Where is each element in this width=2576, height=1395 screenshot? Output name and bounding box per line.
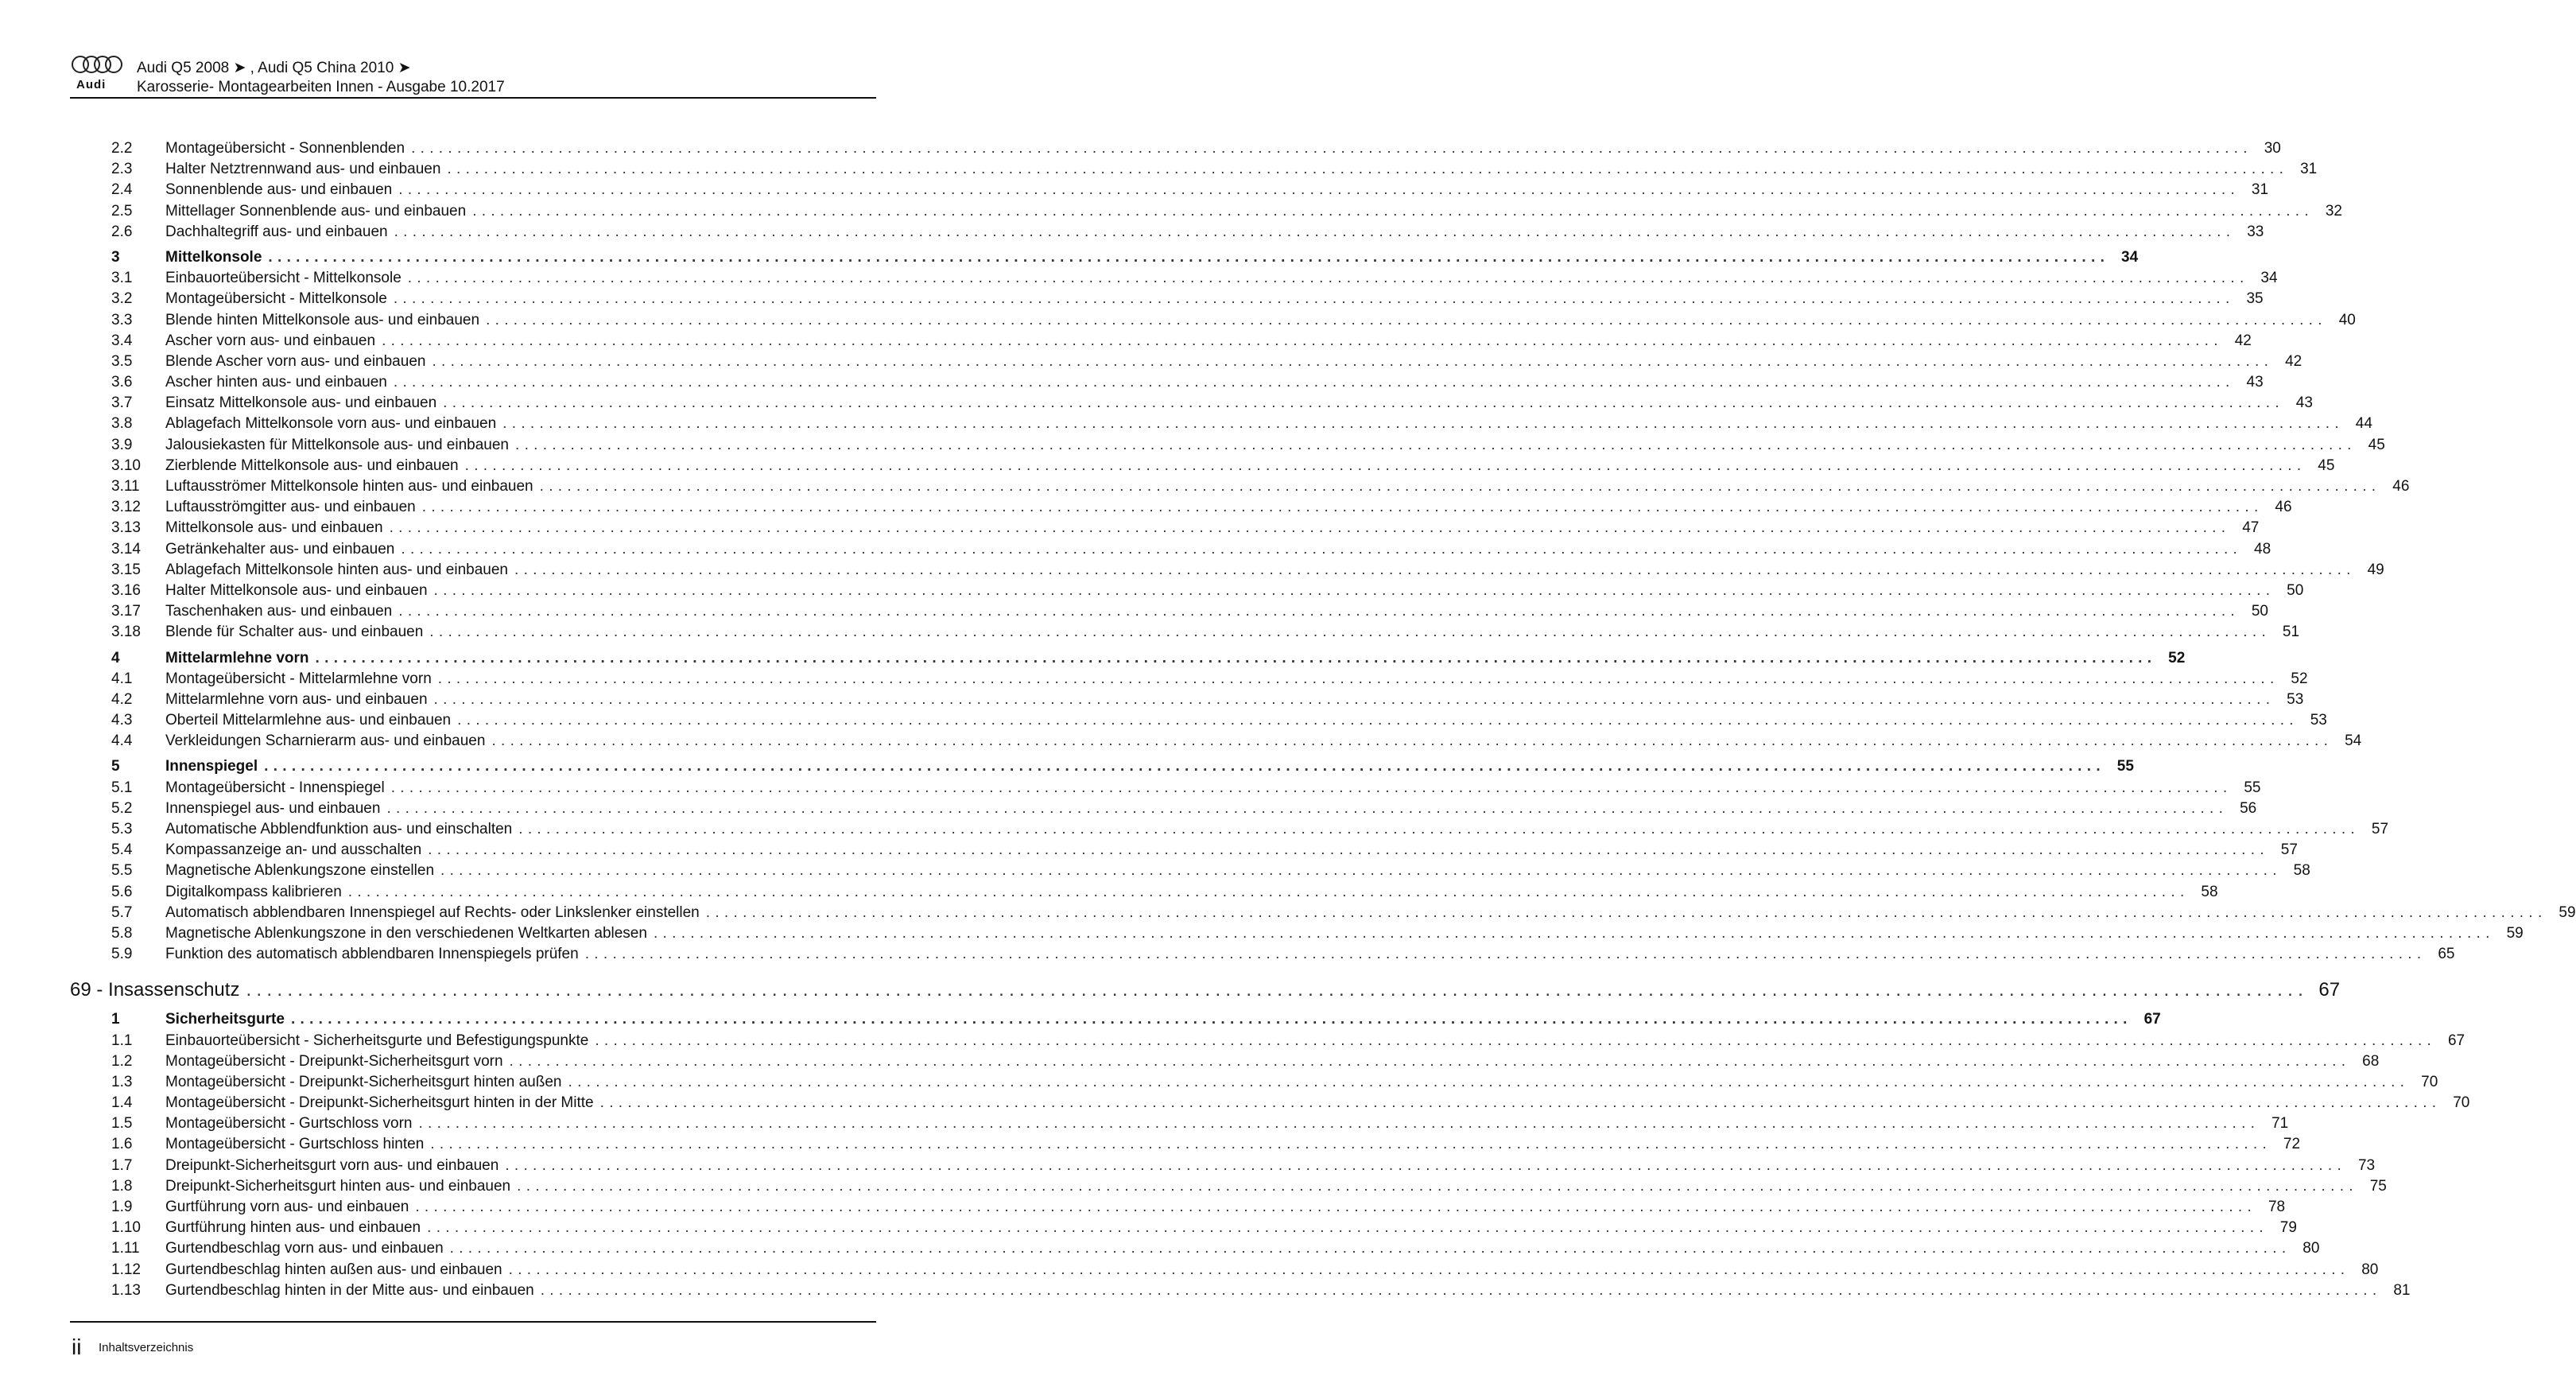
entry-page: 73	[2357, 1156, 2376, 1174]
entry-number: 1.4	[111, 1094, 133, 1112]
dot-leader: ........................................................................................................................................................................................................	[440, 862, 2282, 880]
entry-page: 31	[2251, 181, 2269, 199]
entry-number: 3.5	[111, 352, 133, 370]
entry-number: 3.4	[111, 332, 133, 349]
entry-title: Ablagefach Mittelkonsole vorn aus- und einbauen	[165, 415, 497, 433]
dot-leader: ........................................................................................................................................................................................................	[418, 1115, 2260, 1133]
entry-page: 32	[2325, 202, 2342, 220]
dot-leader: ........................................................................................................................................................................................................	[433, 690, 2275, 708]
entry-page: 79	[2279, 1219, 2297, 1237]
dot-leader: ........................................................................................................................................................................................................	[246, 979, 2309, 1001]
entry-title: Blende hinten Mittelkonsole aus- und einbauen	[165, 311, 480, 328]
entry-title: Gurtführung vorn aus- und einbauen	[165, 1199, 409, 1215]
dot-leader: ........................................................................................................................................................................................................	[421, 499, 2264, 516]
dot-leader: ........................................................................................................................................................................................................	[449, 1240, 2291, 1257]
entry-page: 58	[2201, 883, 2218, 900]
dot-leader: ........................................................................................................................................................................................................	[515, 436, 2357, 453]
entry-number: 3.11	[111, 478, 140, 495]
audi-rings-icon	[72, 56, 127, 73]
entry-page: 31	[2300, 161, 2318, 178]
entry-number: 3.14	[111, 540, 141, 558]
toc-entry[interactable]	[111, 332, 2252, 353]
entry-page: 34	[2121, 248, 2139, 266]
entry-page: 55	[2244, 779, 2261, 796]
entry-number: 3.16	[111, 581, 141, 599]
entry-title: Luftausströmgitter aus- und einbauen	[165, 499, 416, 516]
table-of-contents	[70, 140, 2576, 1303]
toc-entry[interactable]	[111, 1261, 2379, 1282]
entry-page: 67	[2447, 1032, 2465, 1049]
entry-page: 45	[2368, 436, 2385, 453]
toc-entry[interactable]	[111, 1219, 2297, 1240]
entry-page: 35	[2246, 290, 2264, 308]
entry-page: 40	[2338, 311, 2356, 328]
entry-number: 1.11	[111, 1240, 140, 1257]
entry-page: 48	[2254, 540, 2271, 558]
toc-entry[interactable]	[111, 374, 2264, 394]
toc-entry[interactable]	[111, 624, 2300, 644]
entry-page: 42	[2234, 332, 2252, 349]
entry-number: 2.5	[111, 202, 133, 220]
entry-page: 80	[2361, 1261, 2379, 1278]
toc-chapter[interactable]	[70, 979, 2341, 1006]
entry-page: 52	[2291, 670, 2308, 687]
toc-entry[interactable]	[111, 457, 2335, 478]
entry-number: 1.10	[111, 1219, 141, 1237]
entry-number: 3	[111, 248, 120, 266]
entry-title: Dreipunkt-Sicherheitsgurt vorn aus- und einbauen	[165, 1156, 499, 1174]
entry-page: 68	[2362, 1052, 2380, 1070]
entry-number: 2.3	[111, 161, 133, 178]
entry-number: 3.2	[111, 290, 133, 308]
toc-entry[interactable]	[111, 924, 2524, 946]
entry-title: Zierblende Mittelkonsole aus- und einbauen	[165, 457, 459, 474]
entry-title: Einsatz Mittelkonsole aus- und einbauen	[165, 394, 437, 412]
dot-leader: ........................................................................................................................................................................................................	[386, 799, 2229, 817]
entry-number: 1.7	[111, 1156, 133, 1174]
entry-title: Halter Mittelkonsole aus- und einbauen	[165, 581, 428, 599]
entry-title: Montageübersicht - Dreipunkt-Sicherheitsgurt hinten außen	[165, 1073, 562, 1090]
toc-entry[interactable]	[111, 140, 2281, 161]
toc-entry[interactable]	[111, 841, 2298, 862]
entry-title: Jalousiekasten für Mittelkonsole aus- und einbauen	[165, 436, 509, 453]
entry-page: 33	[2247, 223, 2264, 240]
entry-page: 53	[2310, 712, 2327, 729]
entry-number: 1.3	[111, 1073, 133, 1090]
toc-entry[interactable]	[111, 670, 2308, 691]
entry-title: Automatische Abblendfunktion aus- und einschalten	[165, 821, 513, 837]
dot-leader: ........................................................................................................................................................................................................	[486, 311, 2327, 328]
dot-leader: ........................................................................................................................................................................................................	[518, 821, 2361, 837]
entry-title: Blende für Schalter aus- und einbauen	[165, 624, 424, 641]
dot-leader: ........................................................................................................................................................................................................	[705, 903, 2547, 921]
entry-number: 4.2	[111, 690, 133, 708]
entry-title: Gurtendbeschlag hinten in der Mitte aus- und einbauen	[165, 1281, 534, 1299]
entry-page: 80	[2302, 1240, 2320, 1257]
entry-number: 3.17	[111, 603, 141, 620]
entry-number: 5.3	[111, 821, 133, 837]
entry-page: 57	[2371, 821, 2389, 837]
entry-page: 42	[2285, 352, 2302, 370]
toc-entry[interactable]	[111, 223, 2264, 244]
entry-title: Einbauorteübersicht - Mittelkonsole	[165, 270, 402, 287]
dot-leader: ........................................................................................................................................................................................................	[429, 624, 2271, 641]
toc-entry[interactable]	[111, 519, 2260, 540]
toc-entry[interactable]	[111, 799, 2257, 821]
entry-page: 46	[2275, 499, 2292, 516]
toc-entry[interactable]	[111, 903, 2576, 925]
dot-leader: ........................................................................................................................................................................................................	[390, 779, 2233, 796]
entry-number: 2.2	[111, 140, 133, 157]
dot-leader: ........................................................................................................................................................................................................	[415, 1199, 2257, 1215]
entry-number: 3.9	[111, 436, 133, 453]
dot-leader: ........................................................................................................................................................................................................	[315, 649, 2157, 666]
entry-title: Mittelkonsole aus- und einbauen	[165, 519, 383, 537]
entry-number: 2.4	[111, 181, 133, 199]
entry-title: Halter Netztrennwand aus- und einbauen	[165, 161, 441, 178]
entry-title: Digitalkompass kalibrieren	[165, 883, 342, 900]
entry-page: 57	[2280, 841, 2298, 859]
entry-page: 54	[2345, 732, 2362, 750]
entry-title: Mittelarmlehne vorn	[165, 649, 309, 666]
entry-number: 2.6	[111, 223, 133, 240]
dot-leader: ........................................................................................................................................................................................................	[443, 394, 2284, 412]
entry-title: Montageübersicht - Gurtschloss hinten	[165, 1136, 425, 1153]
entry-number: 5.8	[111, 924, 133, 942]
entry-number: 5.6	[111, 883, 133, 900]
entry-title: Ablagefach Mittelkonsole hinten aus- und einbauen	[165, 561, 508, 578]
toc-entry[interactable]	[111, 712, 2327, 732]
entry-page: 49	[2367, 561, 2384, 578]
entry-page: 59	[2559, 903, 2576, 921]
entry-page: 67	[2143, 1011, 2161, 1028]
dot-leader: ........................................................................................................................................................................................................	[398, 603, 2240, 620]
dot-leader: ........................................................................................................................................................................................................	[264, 758, 2105, 775]
footer-rule	[70, 1321, 876, 1323]
entry-page: 34	[2260, 270, 2278, 287]
toc-section[interactable]	[111, 1011, 2161, 1032]
entry-page: 75	[2369, 1177, 2387, 1195]
entry-title: Sicherheitsgurte	[165, 1011, 285, 1028]
entry-number: 4.4	[111, 732, 133, 750]
entry-page: 58	[2293, 862, 2310, 880]
entry-title: Gurtendbeschlag hinten außen aus- und einbauen	[165, 1261, 502, 1278]
dot-leader: ........................................................................................................................................................................................................	[427, 1219, 2268, 1237]
toc-entry[interactable]	[111, 1156, 2376, 1178]
dot-leader: ........................................................................................................................................................................................................	[407, 270, 2249, 287]
toc-entry[interactable]	[111, 181, 2269, 202]
dot-leader: ........................................................................................................................................................................................................	[428, 841, 2269, 859]
entry-number: 3.15	[111, 561, 141, 578]
toc-entry[interactable]	[111, 883, 2218, 904]
entry-page: 43	[2295, 394, 2313, 412]
entry-page: 56	[2240, 799, 2257, 817]
entry-page: 50	[2287, 581, 2304, 599]
dot-leader: ........................................................................................................................................................................................................	[514, 561, 2356, 578]
audi-logo	[72, 56, 127, 91]
toc-entry[interactable]	[111, 540, 2271, 561]
dot-leader: ........................................................................................................................................................................................................	[653, 924, 2495, 942]
entry-title: Magnetische Ablenkungszone in den verschiedenen Weltkarten ablesen	[165, 924, 647, 942]
entry-page: 46	[2392, 478, 2410, 495]
toc-entry[interactable]	[111, 1073, 2438, 1094]
entry-number: 4.1	[111, 670, 133, 687]
entry-title: Montageübersicht - Dreipunkt-Sicherheitsgurt hinten in der Mitte	[165, 1094, 594, 1112]
toc-entry[interactable]	[111, 581, 2304, 603]
dot-leader: ........................................................................................................................................................................................................	[411, 140, 2252, 157]
toc-entry[interactable]	[111, 415, 2372, 436]
entry-number: 1.8	[111, 1177, 133, 1195]
dot-leader: ........................................................................................................................................................................................................	[540, 1281, 2382, 1299]
entry-page: 70	[2453, 1094, 2470, 1112]
dot-leader: ........................................................................................................................................................................................................	[502, 415, 2344, 433]
entry-title: Mittelkonsole	[165, 248, 262, 266]
entry-page: 71	[2271, 1115, 2289, 1133]
entry-page: 59	[2506, 924, 2524, 942]
entry-number: 3.8	[111, 415, 133, 433]
entry-title: Ascher vorn aus- und einbauen	[165, 332, 376, 349]
toc-section[interactable]	[111, 649, 2186, 670]
toc-entry[interactable]	[111, 1094, 2470, 1115]
toc-entry[interactable]	[111, 690, 2304, 712]
toc-entry[interactable]	[111, 270, 2278, 290]
toc-entry[interactable]	[111, 1136, 2301, 1156]
toc-entry[interactable]	[111, 603, 2268, 624]
toc-entry[interactable]	[111, 1115, 2289, 1136]
entry-number: 5	[111, 758, 120, 775]
entry-page: 50	[2251, 603, 2268, 620]
entry-number: 1.13	[111, 1281, 141, 1299]
toc-entry[interactable]	[111, 1240, 2320, 1261]
dot-leader: ........................................................................................................................................................................................................	[432, 352, 2274, 370]
dot-leader: ........................................................................................................................................................................................................	[508, 1261, 2350, 1278]
dot-leader: ........................................................................................................................................................................................................	[491, 732, 2334, 750]
entry-title: Montageübersicht - Innenspiegel	[165, 779, 385, 796]
dot-leader: ........................................................................................................................................................................................................	[505, 1156, 2347, 1174]
entry-title: Montageübersicht - Dreipunkt-Sicherheitsgurt vorn	[165, 1052, 503, 1070]
entry-number: 3.18	[111, 624, 141, 641]
toc-entry[interactable]	[111, 946, 2455, 966]
entry-number: 5.4	[111, 841, 133, 859]
toc-entry[interactable]	[111, 1052, 2380, 1074]
entry-number: 3.10	[111, 457, 141, 474]
entry-title: Innenspiegel	[165, 758, 258, 775]
entry-title: Montageübersicht - Mittelkonsole	[165, 290, 387, 308]
entry-number: 1	[111, 1011, 120, 1028]
entry-number: 1.5	[111, 1115, 133, 1133]
entry-page: 78	[2268, 1199, 2286, 1215]
entry-number: 1.9	[111, 1199, 133, 1215]
entry-title: Automatisch abblendbaren Innenspiegel auf Rechts- oder Linkslenker einstellen	[165, 903, 700, 921]
toc-entry[interactable]	[111, 499, 2292, 519]
entry-title: Taschenhaken aus- und einbauen	[165, 603, 393, 620]
entry-page: 51	[2282, 624, 2300, 641]
entry-page: 45	[2318, 457, 2335, 474]
toc-entry[interactable]	[111, 202, 2342, 223]
entry-number: 3.7	[111, 394, 133, 412]
toc-entry[interactable]	[111, 311, 2356, 332]
entry-title: Getränkehalter aus- und einbauen	[165, 540, 395, 558]
brand-wordmark: Audi	[76, 78, 107, 91]
dot-leader: ........................................................................................................................................................................................................	[268, 248, 2110, 266]
entry-title: Ascher hinten aus- und einbauen	[165, 374, 387, 391]
toc-entry[interactable]	[111, 1199, 2286, 1219]
dot-leader: ........................................................................................................................................................................................................	[584, 946, 2427, 963]
header-models: Audi Q5 2008 ➤ , Audi Q5 China 2010 ➤	[137, 60, 411, 76]
entry-number: 5.7	[111, 903, 133, 921]
entry-title: 69 - Insassenschutz	[70, 979, 240, 1001]
dot-leader: ........................................................................................................................................................................................................	[347, 883, 2190, 900]
dot-leader: ........................................................................................................................................................................................................	[447, 161, 2289, 178]
entry-page: 44	[2355, 415, 2372, 433]
entry-title: Montageübersicht - Sonnenblenden	[165, 140, 405, 157]
dot-leader: ........................................................................................................................................................................................................	[595, 1032, 2437, 1049]
dot-leader: ........................................................................................................................................................................................................	[430, 1136, 2272, 1153]
dot-leader: ........................................................................................................................................................................................................	[472, 202, 2314, 220]
toc-entry[interactable]	[111, 779, 2261, 800]
entry-number: 3.6	[111, 374, 133, 391]
entry-title: Funktion des automatisch abblendbaren Innenspiegels prüfen	[165, 946, 579, 963]
dot-leader: ........................................................................................................................................................................................................	[393, 290, 2235, 308]
dot-leader: ........................................................................................................................................................................................................	[394, 223, 2236, 240]
dot-leader: ........................................................................................................................................................................................................	[517, 1177, 2358, 1195]
dot-leader: ........................................................................................................................................................................................................	[539, 478, 2381, 495]
entry-title: Dachhaltegriff aus- und einbauen	[165, 223, 388, 240]
toc-entry[interactable]	[111, 290, 2264, 311]
entry-number: 3.12	[111, 499, 141, 516]
entry-number: 3.1	[111, 270, 133, 287]
header-rule	[70, 97, 876, 99]
entry-title: Kompassanzeige an- und ausschalten	[165, 841, 422, 859]
toc-entry[interactable]	[111, 1281, 2411, 1303]
dot-leader: ........................................................................................................................................................................................................	[389, 519, 2231, 537]
dot-leader: ........................................................................................................................................................................................................	[382, 332, 2223, 349]
entry-number: 4.3	[111, 712, 133, 729]
toc-entry[interactable]	[111, 352, 2302, 374]
entry-title: Gurtendbeschlag vorn aus- und einbauen	[165, 1240, 444, 1257]
entry-page: 47	[2242, 519, 2260, 537]
toc-entry[interactable]	[111, 436, 2385, 457]
entry-number: 5.1	[111, 779, 133, 796]
entry-title: Luftausströmer Mittelkonsole hinten aus- und einbauen	[165, 478, 533, 495]
toc-entry[interactable]	[111, 1032, 2465, 1053]
dot-leader: ........................................................................................................................................................................................................	[457, 712, 2299, 729]
entry-title: Mittellager Sonnenblende aus- und einbauen	[165, 202, 467, 220]
entry-page: 55	[2116, 758, 2134, 775]
entry-title: Oberteil Mittelarmlehne aus- und einbauen	[165, 712, 452, 729]
dot-leader: ........................................................................................................................................................................................................	[599, 1094, 2442, 1112]
toc-entry[interactable]	[111, 1177, 2387, 1199]
entry-page: 70	[2421, 1073, 2438, 1090]
entry-number: 1.12	[111, 1261, 141, 1278]
toc-entry[interactable]	[111, 862, 2310, 883]
footer-label: Inhaltsverzeichnis	[99, 1341, 194, 1354]
dot-leader: ........................................................................................................................................................................................................	[393, 374, 2235, 391]
page-number: ii	[72, 1335, 82, 1359]
entry-page: 43	[2246, 374, 2264, 391]
entry-title: Dreipunkt-Sicherheitsgurt hinten aus- und einbauen	[165, 1177, 511, 1195]
entry-page: 65	[2438, 946, 2455, 963]
entry-number: 5.5	[111, 862, 133, 880]
dot-leader: ........................................................................................................................................................................................................	[401, 540, 2243, 558]
entry-page: 53	[2287, 690, 2304, 708]
dot-leader: ........................................................................................................................................................................................................	[290, 1011, 2132, 1028]
dot-leader: ........................................................................................................................................................................................................	[398, 181, 2240, 199]
entry-title: Blende Ascher vorn aus- und einbauen	[165, 352, 426, 370]
dot-leader: ........................................................................................................................................................................................................	[464, 457, 2306, 474]
entry-title: Magnetische Ablenkungszone einstellen	[165, 862, 435, 880]
entry-page: 52	[2168, 649, 2186, 666]
entry-number: 1.6	[111, 1136, 133, 1153]
entry-number: 5.2	[111, 799, 133, 817]
toc-entry[interactable]	[111, 478, 2410, 499]
entry-page: 67	[2318, 979, 2341, 1001]
entry-title: Sonnenblende aus- und einbauen	[165, 181, 393, 199]
header-subtitle: Karosserie- Montagearbeiten Innen - Ausgabe 10.2017	[137, 79, 505, 95]
toc-entry[interactable]	[111, 394, 2313, 415]
entry-page: 72	[2283, 1136, 2301, 1153]
entry-number: 4	[111, 649, 120, 666]
entry-title: Innenspiegel aus- und einbauen	[165, 799, 381, 817]
toc-entry[interactable]	[111, 821, 2389, 841]
entry-title: Montageübersicht - Mittelarmlehne vorn	[165, 670, 432, 687]
toc-section[interactable]	[111, 248, 2139, 270]
toc-section[interactable]	[111, 758, 2134, 779]
entry-title: Montageübersicht - Gurtschloss vorn	[165, 1115, 413, 1133]
entry-number: 3.13	[111, 519, 141, 537]
entry-number: 5.9	[111, 946, 133, 963]
entry-title: Mittelarmlehne vorn aus- und einbauen	[165, 690, 428, 708]
toc-entry[interactable]	[111, 561, 2384, 582]
entry-number: 3.3	[111, 311, 133, 328]
entry-page: 30	[2264, 140, 2281, 157]
entry-page: 81	[2393, 1281, 2411, 1299]
toc-entry[interactable]	[111, 732, 2362, 753]
entry-number: 1.1	[111, 1032, 133, 1049]
entry-title: Gurtführung hinten aus- und einbauen	[165, 1219, 421, 1237]
entry-number: 1.2	[111, 1052, 133, 1070]
toc-entry[interactable]	[111, 161, 2318, 181]
dot-leader: ........................................................................................................................................................................................................	[568, 1073, 2410, 1090]
entry-title: Verkleidungen Scharnierarm aus- und einbauen	[165, 732, 486, 750]
dot-leader: ........................................................................................................................................................................................................	[433, 581, 2275, 599]
dot-leader: ........................................................................................................................................................................................................	[509, 1052, 2351, 1070]
dot-leader: ........................................................................................................................................................................................................	[437, 670, 2279, 687]
entry-title: Einbauorteübersicht - Sicherheitsgurte und Befestigungspunkte	[165, 1032, 589, 1049]
